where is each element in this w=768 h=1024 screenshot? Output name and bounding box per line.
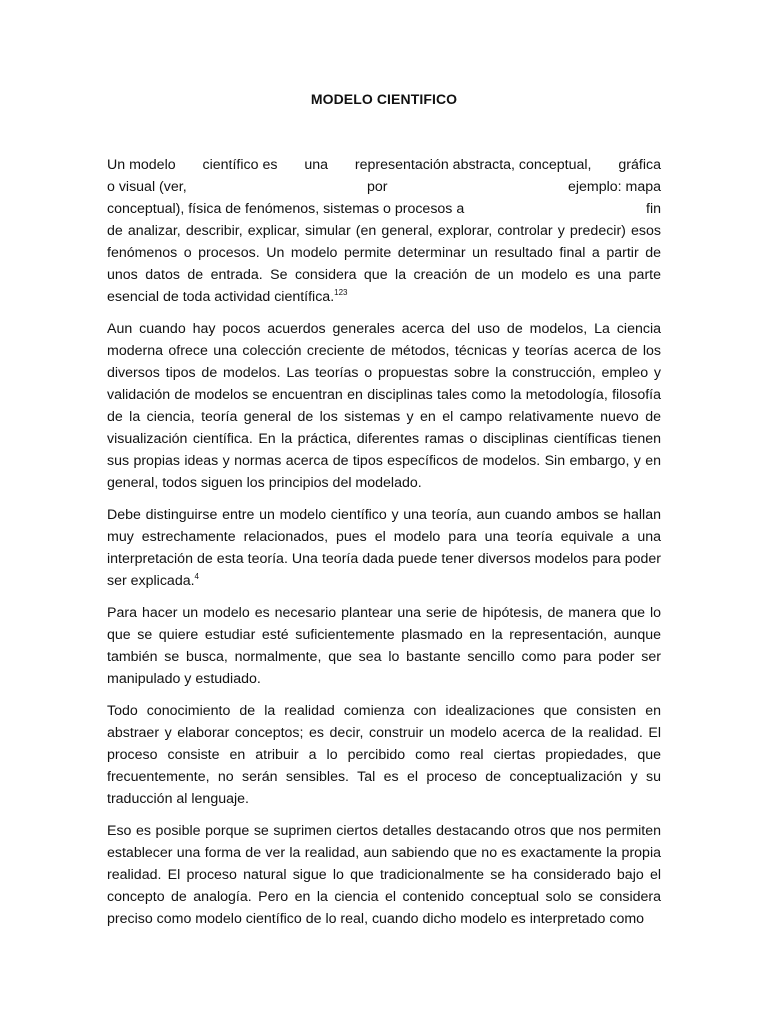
footnote-reference: 123: [334, 288, 348, 297]
text-segment: una: [304, 157, 328, 173]
paragraph-2: Aun cuando hay pocos acuerdos generales acerca del uso de modelos, La ciencia moderna ofrece una colección creciente de métodos, técnicas y teorías acerca de los diversos tipos de modelos. Las teorías o propuestas sobre la construcción, empleo y validación de modelos se encuentran en disciplinas tales como la metodología, filosofía de la ciencia, teoría general de los sistemas y en el campo relativamente nuevo de visualización científica. En la práctica, diferentes ramas o disciplinas científicas tienen sus propias ideas y normas acerca de tipos específicos de modelos. Sin embargo, y en general, todos siguen los principios del modelado.: [107, 321, 661, 491]
text-segment: por: [367, 179, 388, 195]
paragraph-1-text: de analizar, describir, explicar, simular (en general, explorar, controlar y predecir) esos fenómenos o procesos. Un modelo permite determinar un resultado final a partir de unos datos de entrada. Se considera que la creación de un modelo es una parte esencial de toda actividad científica.: [107, 223, 661, 305]
text-segment: conceptual), física de fenómenos, sistemas o procesos a: [107, 201, 465, 217]
text-segment: fin: [646, 201, 661, 217]
paragraph-1-line-1: [107, 154, 661, 176]
paragraph-5: Todo conocimiento de la realidad comienza con idealizaciones que consisten en abstraer y elaborar conceptos; es decir, construir un modelo acerca de la realidad. El proceso consiste en atribuir a lo percibido como real ciertas propiedades, que frecuentemente, no serán sensibles. Tal es el proceso de conceptualización y su traducción al lenguaje.: [107, 703, 661, 807]
text-segment: gráfica: [618, 157, 661, 173]
text-segment: ejemplo: mapa: [567, 179, 661, 195]
paragraph-1-rest: [107, 220, 661, 308]
paragraph-3: [107, 504, 661, 592]
paragraph-1-line-2: [107, 176, 661, 198]
text-segment: o visual (ver,: [107, 179, 187, 195]
paragraph-4: Para hacer un modelo es necesario plantear una serie de hipótesis, de manera que lo que se quiere estudiar esté suficientemente plasmado en la representación, aunque también se busca, normalmente, que sea lo bastante sencillo como para poder ser manipulado y estudiado.: [107, 605, 661, 687]
text-segment: Un modelo: [107, 157, 176, 173]
document-body: [107, 154, 661, 940]
paragraph-1: [107, 154, 661, 308]
paragraph-6: Eso es posible porque se suprimen ciertos detalles destacando otros que nos permiten establecer una forma de ver la realidad, aun sabiendo que no es exactamente la propia realidad. El proceso natural sigue lo que tradicionalmente se ha considerado bajo el concepto de analogía. Pero en la ciencia el contenido conceptual solo se considera preciso como modelo científico de lo real, cuando dicho modelo es interpretado como: [107, 823, 661, 927]
footnote-reference: 4: [194, 572, 199, 581]
text-segment: científico es: [202, 157, 278, 173]
paragraph-1-line-3: [107, 198, 661, 220]
text-segment: representación abstracta, conceptual,: [354, 157, 592, 173]
paragraph-3-text: Debe distinguirse entre un modelo científico y una teoría, aun cuando ambos se hallan muy estrechamente relacionados, pues el modelo para una teoría equivale a una interpretación de esta teoría. Una teoría dada puede tener diversos modelos para poder ser explicada.: [107, 507, 661, 589]
document-title: MODELO CIENTIFICO: [310, 91, 458, 107]
